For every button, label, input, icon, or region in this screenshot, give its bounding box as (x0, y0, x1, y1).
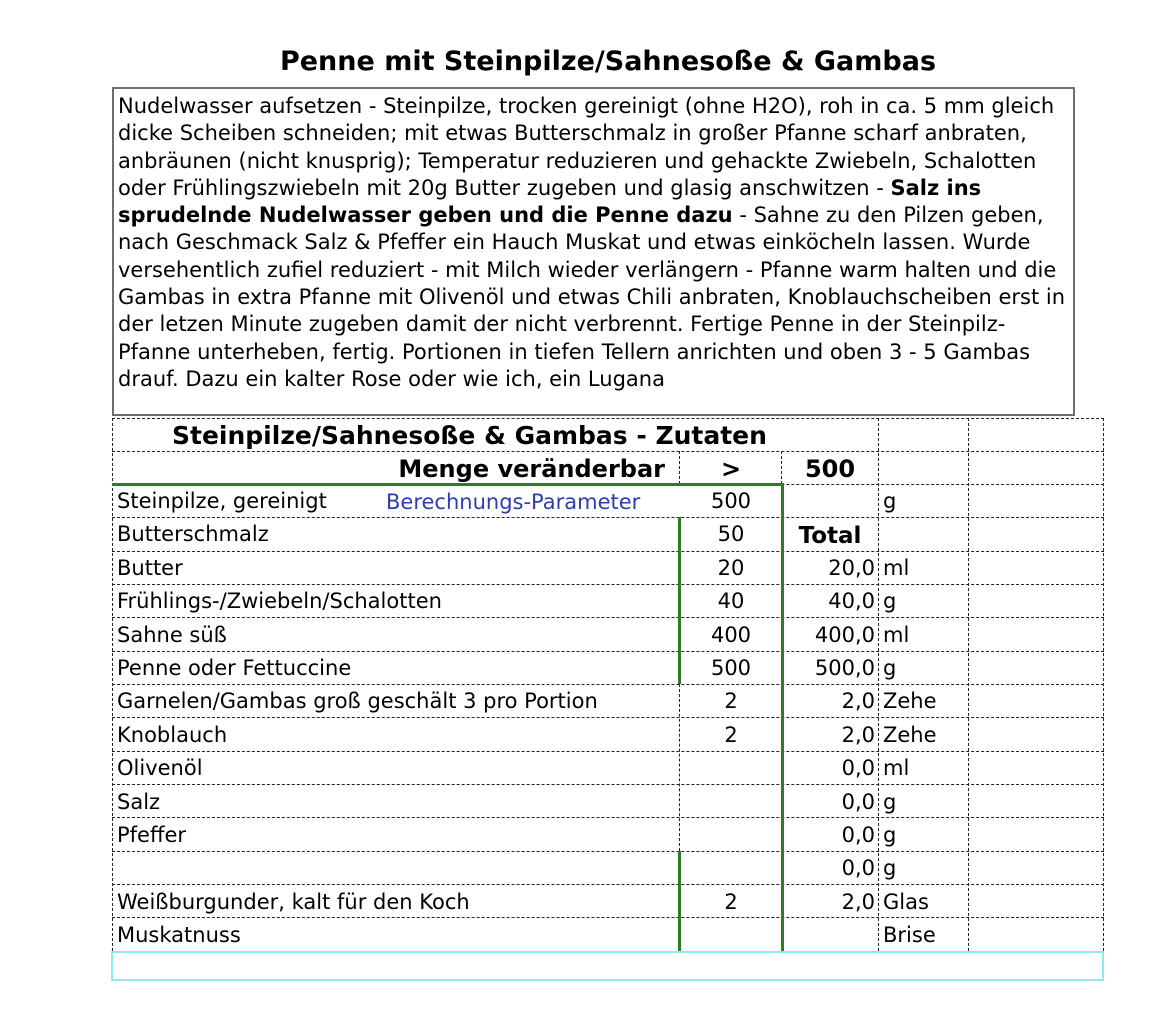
ingredient-unit: g (883, 823, 897, 847)
ingredient-amount[interactable] (681, 819, 781, 852)
ingredient-total: 20,0 (828, 556, 875, 580)
grid-line (112, 751, 1104, 752)
ingredient-total (783, 518, 875, 551)
ingredient-name: Pfeffer (117, 823, 186, 847)
ingredients-heading: Steinpilze/Sahnesoße & Gambas - Zutaten (172, 421, 767, 450)
ingredient-name: Penne oder Fettuccine (117, 656, 352, 680)
ingredient-total: 500,0 (814, 656, 875, 680)
ingredient-unit: g (883, 790, 897, 814)
ingredient-amount[interactable]: 20 (717, 556, 745, 580)
ingredient-unit: ml (883, 756, 910, 780)
grid-line (1103, 418, 1104, 951)
ingredient-total (783, 485, 875, 518)
grid-line (112, 551, 1104, 552)
ingredient-name: Steinpilze, gereinigt (117, 489, 327, 513)
instructions-bold-text: Salz ins sprudelnde Nudelwasser geben und die Penne dazu (118, 175, 982, 228)
ingredient-total: 0,0 (841, 790, 875, 814)
ingredient-amount[interactable]: 400 (710, 623, 752, 647)
grid-line (112, 817, 1104, 818)
ingredient-amount[interactable]: 50 (717, 522, 745, 546)
instructions-box (112, 87, 1075, 416)
ingredient-name: Butter (117, 556, 183, 580)
ingredient-amount[interactable] (681, 752, 781, 785)
ingredient-amount[interactable]: 500 (710, 489, 752, 513)
selected-empty-row[interactable] (111, 951, 1104, 981)
grid-line (112, 851, 1104, 852)
ingredient-unit: Zehe (883, 689, 937, 713)
ingredient-total: 2,0 (841, 723, 875, 747)
ingredient-name: Olivenöl (117, 756, 203, 780)
total-header: Total (798, 523, 862, 549)
grid-line (878, 418, 879, 951)
calculation-parameters-link[interactable]: Berechnungs-Parameter (386, 490, 641, 514)
grid-line (679, 684, 680, 851)
ingredient-total: 400,0 (814, 623, 875, 647)
ingredient-amount[interactable]: 40 (717, 589, 745, 613)
recipe-title: Penne mit Steinpilze/Sahnesoße & Gambas (279, 46, 937, 77)
ingredient-unit: Brise (883, 923, 936, 947)
instructions-text: Nudelwasser aufsetzen - Steinpilze, trocken gereinigt (ohne H2O), roh in ca. 5 mm gleich dicke Scheiben schneiden; mit etwas Butterschmalz in großer Pfanne scharf anbraten, anbräunen (nicht knusprig); Temperatur reduzieren und gehackte Zwiebeln, Schalotten oder Frühlingszwiebeln mit 20g Butter zugeben und glasig anschwitzen - (118, 94, 1055, 200)
ingredient-unit: g (883, 856, 897, 880)
ingredient-name: Sahne süß (117, 623, 227, 647)
scale-value-cell[interactable]: 500 (804, 455, 856, 483)
ingredient-total: 0,0 (841, 756, 875, 780)
ingredient-unit: Zehe (883, 723, 937, 747)
ingredient-unit: ml (883, 623, 910, 647)
grid-line (112, 418, 113, 951)
grid-line (112, 884, 1104, 885)
grid-line (781, 451, 782, 484)
ingredient-name: Weißburgunder, kalt für den Koch (117, 890, 470, 914)
grid-line (968, 418, 969, 951)
instructions-text-continued: - Sahne zu den Pilzen geben, nach Geschmack Salz & Pfeffer ein Hauch Muskat und etwas einköcheln lassen. Wurde versehentlich zufiel reduziert - mit Milch wieder verlängern - Pfanne warm halten und die Gambas in extra Pfanne mit Olivenöl und etwas Chili anbraten, Knoblauchscheiben erst in der letzen Minute zugeben damit der nicht verbrennt. Fertige Penne in der Steinpilz-Pfanne unterheben, fertig. Portionen in tiefen Tellern anrichten und oben 3 - 5 Gambas drauf. Dazu ein kalter Rose oder wie ich, ein Lugana (118, 203, 1066, 391)
ingredient-name: Salz (117, 790, 161, 814)
ingredient-total: 2,0 (841, 689, 875, 713)
ingredient-total: 2,0 (841, 890, 875, 914)
ingredient-amount[interactable]: 2 (724, 689, 738, 713)
ingredient-total: 0,0 (841, 856, 875, 880)
ingredient-name: Frühlings-/Zwiebeln/Schalotten (117, 589, 442, 613)
scale-label: Menge veränderbar (398, 455, 665, 483)
ingredient-amount[interactable]: 500 (710, 656, 752, 680)
scale-arrow: > (720, 455, 742, 483)
ingredient-unit: g (883, 656, 897, 680)
grid-line (112, 784, 1104, 785)
ingredient-unit: g (883, 589, 897, 613)
ingredient-total: 40,0 (828, 589, 875, 613)
grid-line (679, 451, 680, 484)
ingredient-unit: g (883, 489, 897, 513)
ingredient-name: Butterschmalz (117, 522, 269, 546)
ingredient-unit: Glas (883, 890, 929, 914)
ingredient-unit: ml (883, 556, 910, 580)
ingredient-total (783, 919, 875, 952)
ingredient-amount[interactable]: 2 (724, 723, 738, 747)
ingredient-total: 0,0 (841, 823, 875, 847)
ingredient-amount[interactable] (681, 919, 781, 952)
ingredient-name: Knoblauch (117, 723, 228, 747)
ingredient-amount[interactable] (681, 786, 781, 819)
ingredient-amount[interactable] (681, 852, 781, 885)
ingredient-amount[interactable]: 2 (724, 890, 738, 914)
ingredient-name: Garnelen/Gambas groß geschält 3 pro Portion (117, 689, 598, 713)
ingredient-name: Muskatnuss (117, 923, 241, 947)
